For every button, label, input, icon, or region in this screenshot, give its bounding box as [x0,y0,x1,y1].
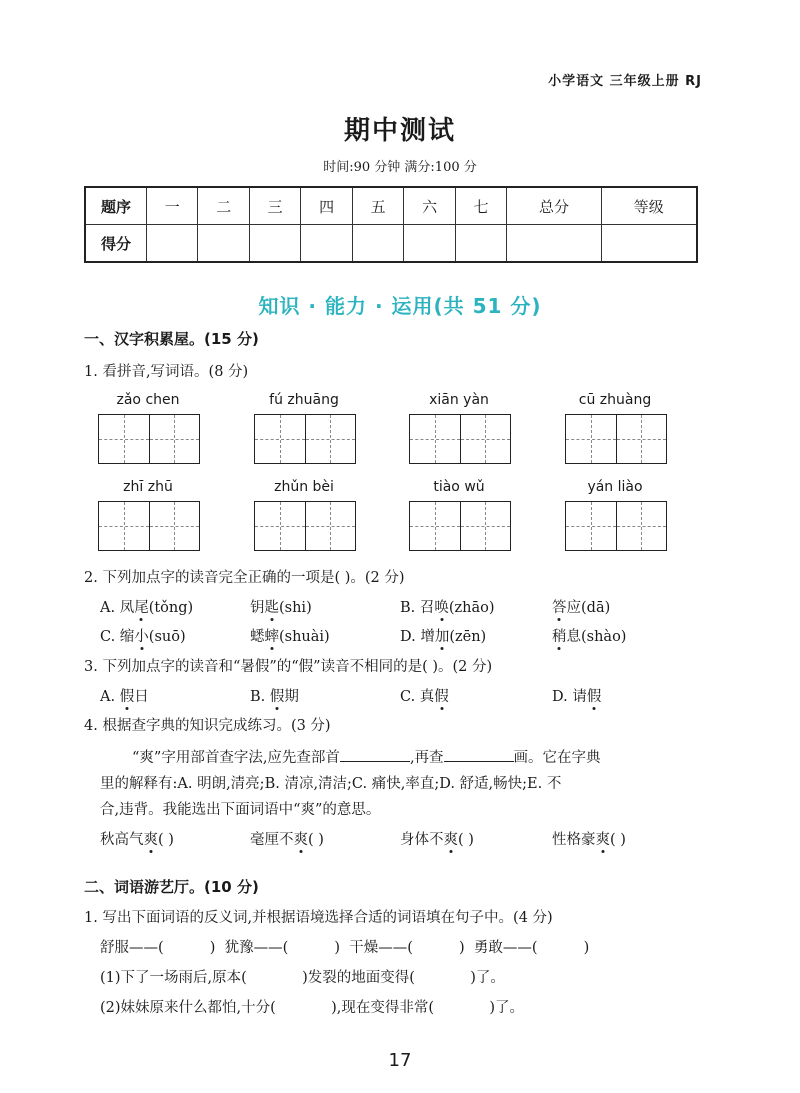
answer-paren[interactable]: ( ) [308,832,324,848]
score-table-header-row [85,187,697,225]
q4-text: ,再查 [409,750,444,766]
dotted-char: 爽 [443,832,458,848]
option-text: A. [100,689,120,705]
dotted-char: 稍 [552,629,567,645]
q4-word [552,828,626,849]
exam-info: 时间:90 分钟 满分:100 分 [323,160,477,175]
score-blank-cell[interactable] [301,225,352,263]
q1-prompt: 1. 看拼音,写词语。(8 分) [84,364,249,380]
q2-option-c1[interactable] [100,625,186,646]
answer-blank[interactable] [340,761,410,762]
option-text: 日 [134,689,149,705]
score-blank-cell[interactable] [404,225,455,263]
option-text: B. [250,689,270,705]
q3-option-b[interactable] [250,685,299,706]
answer-blank[interactable] [444,761,514,762]
dotted-char: 爽 [143,832,158,848]
score-blank-cell[interactable] [352,225,403,263]
writing-grid[interactable] [98,501,200,551]
dotted-char: 假 [119,689,135,705]
pinyin-text: (zhāo) [448,600,495,616]
option-text: 蟋 [250,629,265,645]
score-table-cell: 题序 [85,187,147,225]
writing-grid[interactable] [565,501,667,551]
pinyin-text: (zēn) [449,629,487,645]
score-blank-cell[interactable] [147,225,198,263]
q3-option-a[interactable] [100,685,149,706]
option-text: C. 缩 [100,629,135,645]
q2-prompt: 2. 下列加点字的读音完全正确的一项是( )。(2 分) [84,570,405,586]
score-table [84,186,698,263]
sentence-1[interactable]: (1)下了一场雨后,原本( )发裂的地面变得( )了。 [100,970,505,986]
pinyin-label: fú zhuāng [269,392,339,408]
score-table-cell: 二 [198,187,249,225]
antonym-words[interactable]: 舒服——( ) 犹豫——( ) 干燥——( ) 勇敢——( ) [100,940,590,956]
score-table-cell: 等级 [601,187,697,225]
q2-option-a2 [250,596,312,617]
score-table-cell: 总分 [507,187,601,225]
page-number: 17 [388,1050,412,1071]
dotted-char: 匙 [264,600,279,616]
dotted-char: 唤 [434,600,449,616]
dotted-char: 假 [434,689,449,705]
score-table-score-row [85,225,697,263]
q4-word [100,828,174,849]
q2-option-c2 [250,625,330,646]
q4-word [400,828,474,849]
pinyin-label: yán liào [587,479,643,495]
q4-text-line: 合,违背。我能选出下面词语中“爽”的意思。 [100,802,381,818]
pinyin-text: (shuài) [279,629,330,645]
pinyin-text: (tǒng) [148,600,194,616]
writing-grid[interactable] [98,414,200,464]
answer-paren[interactable]: ( ) [610,832,626,848]
dotted-char: 假 [586,689,602,705]
sentence-2[interactable]: (2)妹妹原来什么都怕,十分( ),现在变得非常( )了。 [100,1000,525,1016]
dotted-char: 加 [434,629,450,645]
q4-prompt: 4. 根据查字典的知识完成练习。(3 分) [84,718,331,734]
score-table-cell: 四 [301,187,352,225]
pinyin-text: (shào) [581,629,627,645]
pinyin-label: zhī zhū [123,479,173,495]
pinyin-text: (shi) [279,600,312,616]
writing-grid[interactable] [254,501,356,551]
option-text: D. 请 [552,689,587,705]
score-table-cell: 六 [404,187,455,225]
q2-option-a1[interactable] [100,596,193,617]
dotted-char: 尾 [134,600,149,616]
writing-grid[interactable] [409,414,511,464]
score-table-cell: 得分 [85,225,147,263]
part1-title: 一、汉字积累屋。(15 分) [84,330,259,348]
option-text: 期 [284,689,299,705]
score-table-cell: 三 [249,187,300,225]
option-text: B. 召 [400,600,435,616]
q4-word [250,828,324,849]
word-text: 性格豪 [552,832,596,848]
score-blank-cell[interactable] [601,225,697,263]
writing-grid[interactable] [409,501,511,551]
writing-grid[interactable] [565,414,667,464]
score-blank-cell[interactable] [198,225,249,263]
word-text: 毫厘不 [250,832,294,848]
word-text: 身体不 [400,832,444,848]
q2-option-b2 [552,596,610,617]
option-text: A. 凤 [100,600,135,616]
option-text: 息 [566,629,581,645]
option-text: 钥 [250,600,265,616]
book-header: 小学语文 三年级上册 RJ [548,74,702,89]
score-table-cell: 七 [455,187,506,225]
score-blank-cell[interactable] [455,225,506,263]
q2-option-d1[interactable] [400,625,486,646]
score-table-cell: 一 [147,187,198,225]
dotted-char: 答 [552,600,567,616]
score-blank-cell[interactable] [249,225,300,263]
pinyin-label: zǎo chen [116,392,180,408]
q4-text-line [132,746,601,767]
q3-prompt: 3. 下列加点字的读音和“暑假”的“假”读音不相同的是( )。(2 分) [84,659,493,675]
word-text: 秋高气 [100,832,144,848]
answer-paren[interactable]: ( ) [158,832,174,848]
dotted-char: 蟀 [264,629,279,645]
option-text: D. 增 [400,629,435,645]
q2-option-b1[interactable] [400,596,495,617]
page-title: 期中测试 [343,116,456,146]
dotted-char: 假 [269,689,285,705]
q4-text: 画。它在字典 [513,750,601,766]
pinyin-text: (suō) [148,629,186,645]
score-table-cell: 五 [352,187,403,225]
pinyin-label: tiào wǔ [433,479,485,495]
answer-paren[interactable]: ( ) [458,832,474,848]
dotted-char: 爽 [595,832,610,848]
dotted-char: 爽 [293,832,308,848]
section-title: 知识 · 能力 · 运用(共 51 分) [258,294,542,318]
pinyin-label: xiān yàn [429,392,489,408]
part2-title: 二、词语游艺厅。(10 分) [84,878,259,896]
writing-grid[interactable] [254,414,356,464]
score-blank-cell[interactable] [507,225,601,263]
pinyin-text: (dā) [581,600,611,616]
part2-q1-prompt: 1. 写出下面词语的反义词,并根据语境选择合适的词语填在句子中。(4 分) [84,910,553,926]
q3-option-d[interactable] [552,685,601,706]
option-text: C. 真 [400,689,435,705]
dotted-char: 小 [134,629,149,645]
q2-option-d2 [552,625,626,646]
option-text: 应 [566,600,581,616]
pinyin-label: cū zhuàng [578,392,652,408]
q4-text: “爽”字用部首查字法,应先查部首 [132,750,340,766]
q3-option-c[interactable] [400,685,449,706]
q4-text-line: 里的解释有:A. 明朗,清亮;B. 清凉,清洁;C. 痛快,率直;D. 舒适,畅快;E. 不 [100,776,562,792]
pinyin-label: zhǔn bèi [274,479,334,495]
